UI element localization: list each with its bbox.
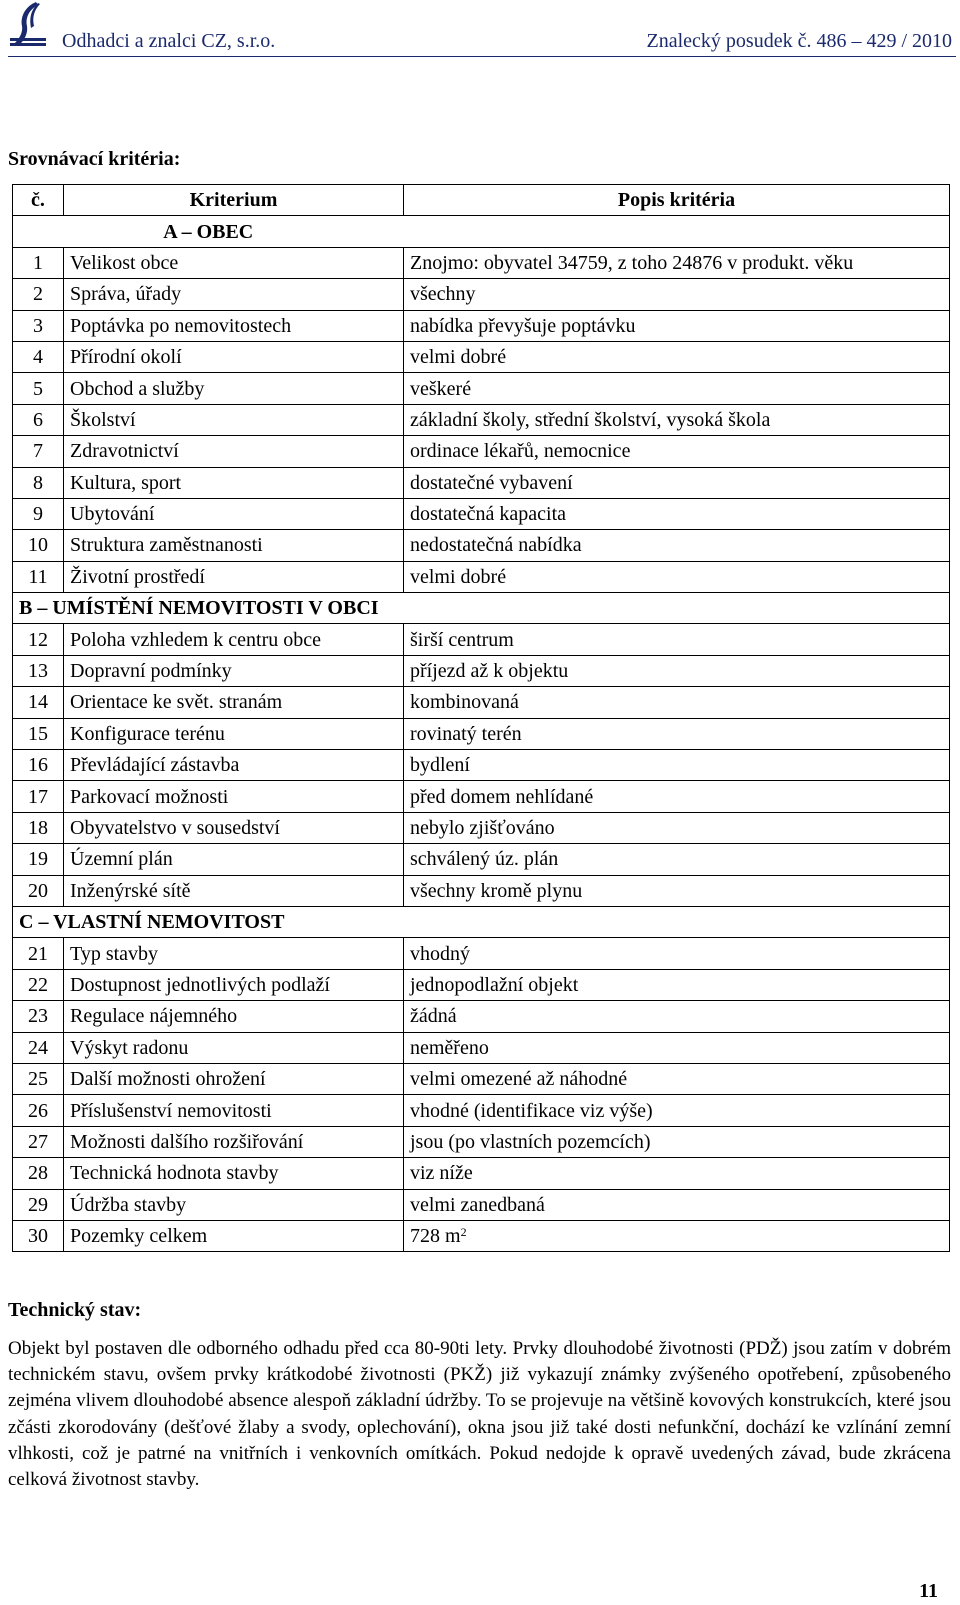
row-criterion: Velikost obce (64, 247, 404, 278)
row-description-text: rovinatý terén (410, 722, 522, 745)
row-number: 7 (13, 436, 64, 467)
row-description-text: širší centrum (410, 628, 514, 651)
table-row (13, 1032, 950, 1063)
row-description (404, 561, 950, 592)
row-description (404, 467, 950, 498)
row-description-text: všechny (410, 283, 476, 306)
section-a-title: A – OBEC (13, 216, 404, 247)
row-number: 8 (13, 467, 64, 498)
row-description-text: ordinace lékařů, nemocnice (410, 440, 631, 463)
company-name: Odhadci a znalci CZ, s.r.o. (62, 30, 276, 52)
row-number: 4 (13, 341, 64, 372)
row-description (404, 530, 950, 561)
row-description (404, 1001, 950, 1032)
row-criterion: Údržba stavby (64, 1189, 404, 1220)
row-number: 11 (13, 561, 64, 592)
row-description-text: nebylo zjišťováno (410, 817, 555, 839)
row-criterion: Technická hodnota stavby (64, 1158, 404, 1189)
row-number: 30 (13, 1220, 64, 1251)
row-criterion: Typ stavby (64, 938, 404, 969)
table-row (13, 750, 950, 781)
row-description-text: veškeré (410, 377, 472, 400)
row-number: 24 (13, 1032, 64, 1063)
row-criterion: Ubytování (64, 498, 404, 529)
table-row (13, 1189, 950, 1220)
section-blank-cell (404, 593, 950, 624)
row-number: 29 (13, 1189, 64, 1220)
row-description (404, 655, 950, 686)
row-description (404, 247, 950, 278)
row-description-text: velmi zanedbaná (410, 1193, 545, 1216)
row-number: 6 (13, 404, 64, 435)
row-description (404, 750, 950, 781)
criteria-heading: Srovnávací kritéria: (8, 148, 181, 170)
row-criterion: Výskyt radonu (64, 1032, 404, 1063)
row-criterion: Regulace nájemného (64, 1001, 404, 1032)
row-criterion: Převládající zástavba (64, 750, 404, 781)
row-criterion: Zdravotnictví (64, 436, 404, 467)
company-logo-icon (8, 0, 50, 52)
row-criterion: Parkovací možnosti (64, 781, 404, 812)
row-criterion: Dopravní podmínky (64, 655, 404, 686)
table-row (13, 561, 950, 592)
table-body (13, 216, 950, 1252)
section-blank-cell (404, 216, 950, 247)
row-description (404, 1158, 950, 1189)
row-number: 12 (13, 624, 64, 655)
row-criterion: Možnosti dalšího rozšiřování (64, 1126, 404, 1157)
row-criterion: Konfigurace terénu (64, 718, 404, 749)
row-criterion: Orientace ke svět. stranám (64, 687, 404, 718)
row-number: 17 (13, 781, 64, 812)
row-description (404, 687, 950, 718)
table-row (13, 655, 950, 686)
row-number: 19 (13, 844, 64, 875)
row-number: 9 (13, 498, 64, 529)
report-number: Znalecký posudek č. 486 – 429 / 2010 (646, 30, 952, 52)
row-description-text: viz níže (410, 1162, 473, 1185)
row-description (404, 404, 950, 435)
row-description-text: základní školy, střední školství, vysoká škola (410, 408, 771, 431)
row-description-text: nabídka převyšuje poptávku (410, 314, 636, 337)
row-description (404, 1095, 950, 1126)
table-row (13, 373, 950, 404)
row-number: 13 (13, 655, 64, 686)
table-row (13, 718, 950, 749)
row-number: 23 (13, 1001, 64, 1032)
table-row (13, 1220, 950, 1251)
table-row (13, 279, 950, 310)
row-criterion: Inženýrské sítě (64, 875, 404, 906)
row-description-text: žádná (410, 1005, 457, 1028)
row-criterion: Poloha vzhledem k centru obce (64, 624, 404, 655)
row-number: 20 (13, 875, 64, 906)
row-number: 16 (13, 750, 64, 781)
row-description-text: nedostatečná nabídka (410, 534, 582, 557)
row-description-text: velmi dobré (410, 565, 507, 588)
row-description (404, 373, 950, 404)
row-criterion: Poptávka po nemovitostech (64, 310, 404, 341)
row-description (404, 624, 950, 655)
row-description-text: jednopodlažní objekt (410, 973, 579, 996)
superscript: 2 (460, 1225, 467, 1240)
row-number: 14 (13, 687, 64, 718)
row-number: 21 (13, 938, 64, 969)
table-header-row (13, 185, 950, 216)
row-description (404, 1126, 950, 1157)
row-description (404, 938, 950, 969)
row-criterion: Územní plán (64, 844, 404, 875)
row-number: 26 (13, 1095, 64, 1126)
column-header-description: Popis kritéria (404, 185, 950, 216)
table-row (13, 404, 950, 435)
section-row-section-c (13, 906, 950, 937)
row-criterion: Struktura zaměstnanosti (64, 530, 404, 561)
table-row (13, 812, 950, 843)
row-description (404, 498, 950, 529)
table-row (13, 1095, 950, 1126)
row-number: 5 (13, 373, 64, 404)
row-description-text: vhodný (410, 942, 470, 965)
row-criterion: Přírodní okolí (64, 341, 404, 372)
row-description-text: neměřeno (410, 1036, 489, 1059)
row-number: 2 (13, 279, 64, 310)
row-number: 18 (13, 812, 64, 843)
table-row (13, 1063, 950, 1094)
table-row (13, 938, 950, 969)
criteria-table (12, 184, 950, 1252)
table-row (13, 969, 950, 1000)
column-header-criterion: Kriterium (64, 185, 404, 216)
row-criterion: Školství (64, 404, 404, 435)
technical-state-text: Objekt byl postaven dle odborného odhadu před cca 80-90ti lety. Prvky dlouhodobé životnosti (PDŽ) jsou zatím v dobrém technickém stavu, ovšem prvky krátkodobé životnosti (PKŽ) již vykazují známky zvýšeného opotřebení, způsobeného zejména vlivem dlouhodobé absence alespoň základní údržby. To se projevuje na většině kovových konstrukcích, které jsou zčásti zkorodovány (dešťové žlaby a svody, oplechování), okna jsou již také dosti nefunkční, dochází ke vzlínání zemní vlhkosti, což je patrné na vnitřních i venkovních omítkách. Pokud nedojde k opravě uvedených závad, bude zkrácena celková životnost stavby. (8, 1338, 951, 1491)
row-criterion: Kultura, sport (64, 467, 404, 498)
row-number: 28 (13, 1158, 64, 1189)
table-row (13, 436, 950, 467)
technical-state-heading: Technický stav: (8, 1299, 142, 1321)
table-row (13, 1126, 950, 1157)
table-row (13, 875, 950, 906)
row-description-text: příjezd až k objektu (410, 660, 569, 683)
table-row (13, 341, 950, 372)
row-description (404, 1189, 950, 1220)
row-description (404, 310, 950, 341)
row-description (404, 812, 950, 843)
page-number: 11 (919, 1580, 938, 1602)
row-description-text: dostatečná kapacita (410, 503, 567, 526)
row-description (404, 875, 950, 906)
row-description (404, 781, 950, 812)
table-row (13, 844, 950, 875)
row-description-text: 728 m (410, 1225, 461, 1248)
table-row (13, 1158, 950, 1189)
row-description-text: vhodné (identifikace viz výše) (410, 1099, 653, 1122)
row-description (404, 341, 950, 372)
row-description-text: kombinovaná (410, 691, 519, 714)
table-row (13, 310, 950, 341)
column-header-number: č. (13, 185, 64, 216)
section-row-section-a (13, 216, 950, 247)
section-b-title: B – UMÍSTĚNÍ NEMOVITOSTI V OBCI (13, 593, 404, 624)
row-description-text: schválený úz. plán (410, 848, 559, 871)
row-description (404, 436, 950, 467)
row-criterion: Obchod a služby (64, 373, 404, 404)
row-description-text: velmi omezené až náhodné (410, 1068, 628, 1091)
section-c-title: C – VLASTNÍ NEMOVITOST (13, 906, 404, 937)
table-row (13, 530, 950, 561)
row-description (404, 279, 950, 310)
row-criterion: Další možnosti ohrožení (64, 1063, 404, 1094)
row-description (404, 1032, 950, 1063)
row-criterion: Správa, úřady (64, 279, 404, 310)
row-description-text: před domem nehlídané (410, 785, 594, 808)
row-description-text: velmi dobré (410, 346, 507, 369)
row-description-text: Znojmo: obyvatel 34759, z toho 24876 v produkt. věku (410, 251, 854, 274)
table-row (13, 624, 950, 655)
row-number: 3 (13, 310, 64, 341)
row-number: 25 (13, 1063, 64, 1094)
table-row (13, 687, 950, 718)
row-number: 10 (13, 530, 64, 561)
table-row (13, 781, 950, 812)
table-row (13, 247, 950, 278)
row-description (404, 1063, 950, 1094)
row-description-text: dostatečné vybavení (410, 471, 573, 494)
table-row (13, 498, 950, 529)
row-description (404, 718, 950, 749)
row-description-text: bydlení (410, 754, 470, 777)
row-criterion: Pozemky celkem (64, 1220, 404, 1251)
row-number: 1 (13, 247, 64, 278)
row-description (404, 844, 950, 875)
row-number: 15 (13, 718, 64, 749)
row-description-text: jsou (po vlastních pozemcích) (410, 1130, 651, 1153)
section-row-section-b (13, 593, 950, 624)
row-description (404, 1220, 950, 1251)
row-number: 27 (13, 1126, 64, 1157)
row-criterion: Příslušenství nemovitosti (64, 1095, 404, 1126)
row-criterion: Obyvatelstvo v sousedství (64, 812, 404, 843)
row-description (404, 969, 950, 1000)
table-row (13, 467, 950, 498)
page-header (8, 0, 956, 57)
row-criterion: Životní prostředí (64, 561, 404, 592)
table-row (13, 1001, 950, 1032)
section-blank-cell (404, 906, 950, 937)
row-description-text: všechny kromě plynu (410, 879, 583, 902)
row-criterion: Dostupnost jednotlivých podlaží (64, 969, 404, 1000)
row-number: 22 (13, 969, 64, 1000)
